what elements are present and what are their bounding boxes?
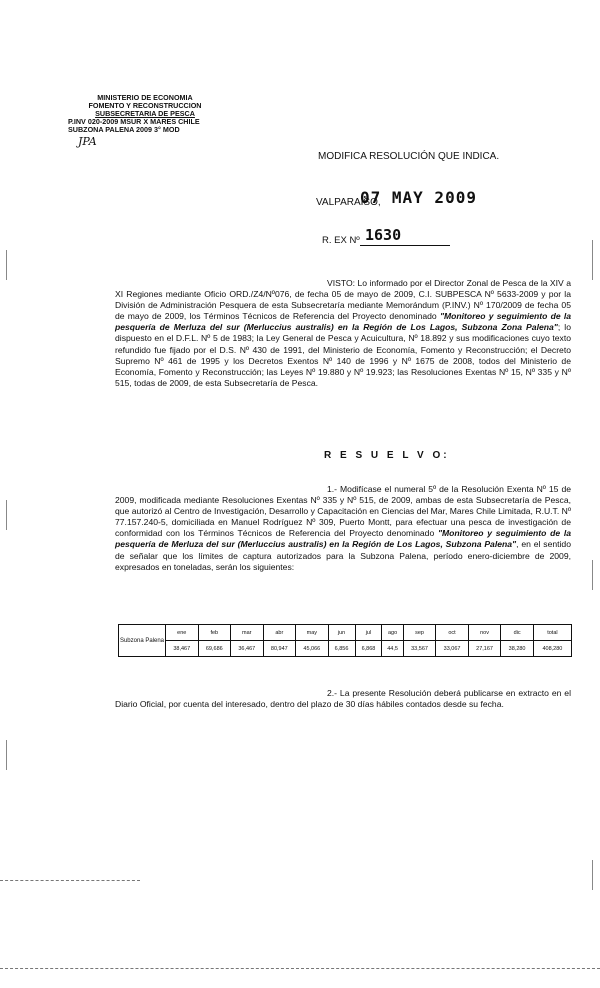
- limit-value: 38,280: [501, 641, 534, 657]
- limit-value: 27,167: [468, 641, 501, 657]
- month-header: may: [296, 625, 329, 641]
- catch-limits-table: [118, 624, 572, 657]
- subzone-label: Subzona Palena: [119, 625, 166, 657]
- visto-paragraph: [115, 278, 571, 389]
- ministry-name: MINISTERIO DE ECONOMIA: [97, 93, 193, 102]
- ministry-subname: FOMENTO Y RECONSTRUCCION: [88, 101, 202, 110]
- limit-value: 80,947: [263, 641, 296, 657]
- month-header: ene: [166, 625, 199, 641]
- file-reference-2: SUBZONA PALENA 2009 3° MOD: [68, 125, 180, 134]
- month-header: abr: [263, 625, 296, 641]
- scan-edge-mark: [0, 880, 140, 881]
- scan-margin-line: [6, 250, 7, 280]
- month-header: nov: [468, 625, 501, 641]
- point-1-text-end: , en el sentido de señalar que los límites de captura autorizados para la Subzona Palena, período enero-diciembre de 2009, expresados en toneladas, serán los siguientes:: [115, 539, 571, 572]
- project-name-2: "Monitoreo y seguimiento de la pesquería de Merluza del sur (Merluccius australis) en la Región de Los Lagos, Subzona Palena": [115, 528, 571, 550]
- resuelvo-heading: R E S U E L V O:: [324, 450, 450, 461]
- month-header: oct: [436, 625, 469, 641]
- point-2-paragraph: 2.- La presente Resolución deberá publicarse en extracto en el Diario Oficial, por cuenta del interesado, dentro del plazo de 30 días hábiles contados desde su fecha.: [115, 688, 571, 710]
- limit-value: 38,467: [166, 641, 199, 657]
- limit-value: 44,5: [382, 641, 403, 657]
- month-header: feb: [198, 625, 231, 641]
- point-1-text: 1.- Modifícase el numeral 5º de la Resolución Exenta Nº 15 de 2009, modificada mediante Resoluciones Exentas Nº 335 y Nº 515, de 2009, ambas de esta Subsecretaría de Pesca, que autorizó al Centro de Investigación, Desarrollo y Capacitación en Ciencias del Mar, Mares Chile Limitada, R.U.T. Nº 77.157.240-5, domiciliada en Manuel Rodríguez Nº 309, Puerto Montt, para efectuar una pesca de investigación de conformidad con los Términos Técnicos de Referencia del Proyecto denominado: [115, 484, 571, 539]
- date-stamp: 07 MAY 2009: [360, 188, 477, 207]
- limit-value: 33,567: [403, 641, 436, 657]
- limit-value: 6,856: [328, 641, 355, 657]
- limit-value: 69,686: [198, 641, 231, 657]
- values-row: [119, 641, 572, 657]
- month-header: jun: [328, 625, 355, 641]
- scan-margin-line: [592, 560, 593, 590]
- limit-value: 36,467: [231, 641, 264, 657]
- handwritten-initials: JPA: [78, 135, 97, 148]
- resolution-underline: [360, 245, 450, 246]
- resolution-number: 1630: [365, 226, 402, 244]
- scan-margin-line: [6, 500, 7, 530]
- limit-value: 45,066: [296, 641, 329, 657]
- total-header: total: [533, 625, 571, 641]
- subsecretariat-name: SUBSECRETARIA DE PESCA: [95, 109, 195, 118]
- project-name: "Monitoreo y seguimiento de la pesquería de Merluza del sur (Merluccius australis) en la Región de Los Lagos, Subzona Zona Palena": [115, 311, 572, 333]
- scan-margin-line: [6, 740, 7, 770]
- month-header: ago: [382, 625, 403, 641]
- visto-text-end: ; lo dispuesto en el D.F.L. Nº 5 de 1983; la Ley General de Pesca y Acuicultura, Nº 18.892 y sus modificaciones cuyo texto refundido fue fijado por el D.S. Nº 430 de 1991, del Ministerio de Economía, Fomento y Reconstrucción; el Decreto Supremo Nº 461 de 1995 y los Decretos Exentos Nº 140 de 1996 y Nº 1675 de 2008, todos del Ministerio de Economía, Fomento y Reconstrucción; las Leyes Nº 19.880 y Nº 19.923; las Resoluciones Exentas Nº 15, Nº 335 y Nº 515, todas de 2009, de esta Subsecretaría de Pesca.: [115, 322, 571, 388]
- limit-value: 33,067: [436, 641, 469, 657]
- total-value: 408,280: [533, 641, 571, 657]
- resolution-label: R. EX Nº: [322, 235, 360, 246]
- month-header: dic: [501, 625, 534, 641]
- months-row: [119, 625, 572, 641]
- month-header: mar: [231, 625, 264, 641]
- place-label: VALPARAISO,: [316, 197, 381, 208]
- limit-value: 6,868: [355, 641, 382, 657]
- visto-text: VISTO: Lo informado por el Director Zonal de Pesca de la XIV a XI Regiones mediante Oficio ORD./Z4/Nº076, de fecha 05 de mayo de 2009, C.I. SUBPESCA Nº 5633-2009 y por la División de Administración Pesquera de esta Subsecretaría mediante Memorándum (P.INV.) Nº 170/2009 de fecha 05 de mayo de 2009, los Términos Técnicos de Referencia del Proyecto denominado: [115, 278, 571, 322]
- scan-margin-line: [592, 240, 593, 280]
- month-header: sep: [403, 625, 436, 641]
- point-1-paragraph: [115, 484, 571, 573]
- scan-margin-line: [592, 860, 593, 890]
- scan-bottom-edge: [0, 968, 600, 969]
- month-header: jul: [355, 625, 382, 641]
- letterhead: [60, 94, 230, 134]
- file-reference: P.INV 020-2009 MSUR X MARES CHILE: [68, 117, 200, 126]
- document-subject: MODIFICA RESOLUCIÓN QUE INDICA.: [318, 151, 500, 162]
